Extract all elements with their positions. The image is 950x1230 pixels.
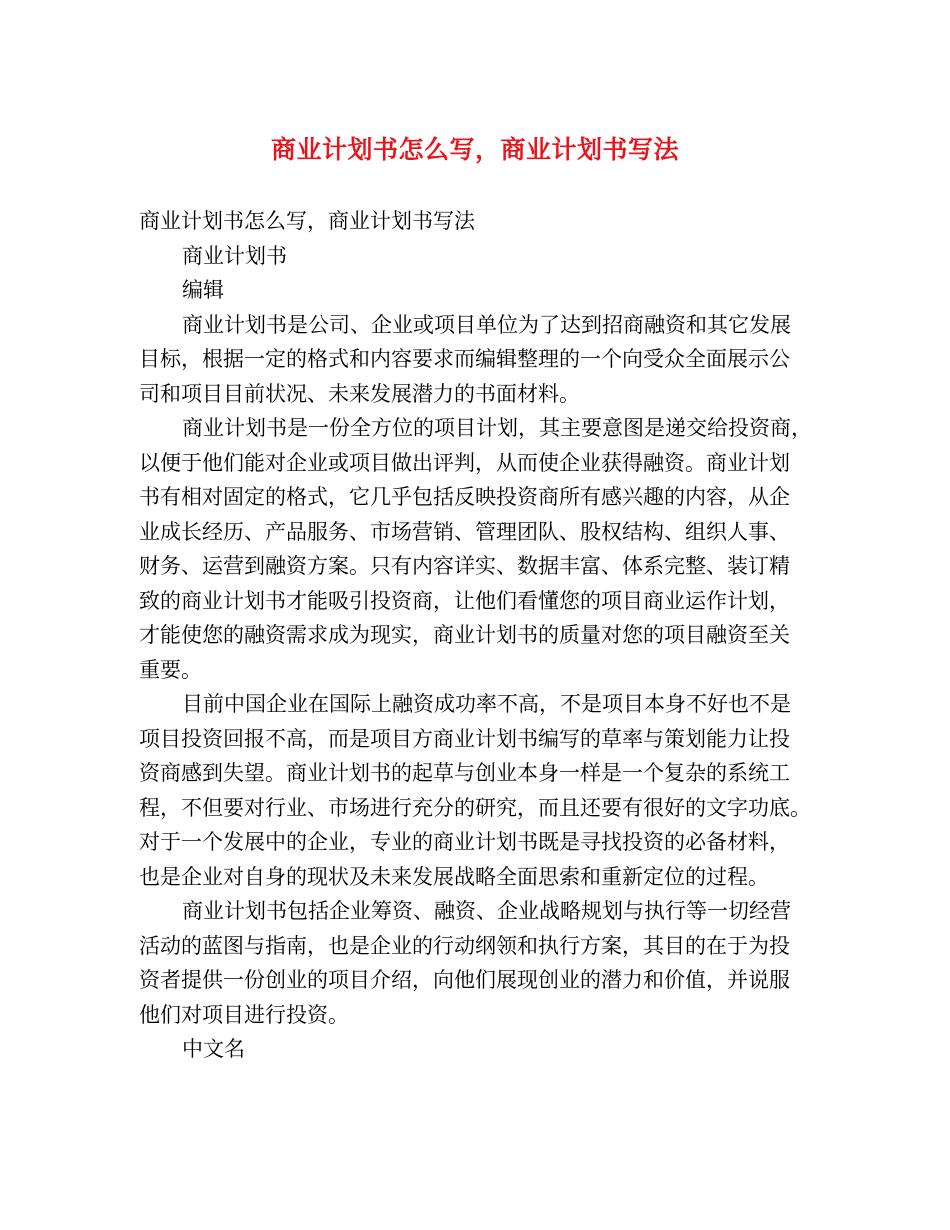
text-line: 编辑	[182, 278, 224, 302]
document-body	[139, 204, 829, 1067]
text-line: 商业计划书是公司、企业或项目单位为了达到招商融资和其它发展	[182, 312, 791, 337]
text-line: 才能使您的融资需求成为现实，商业计划书的质量对您的项目融资至关	[139, 623, 790, 647]
text-line: 资商感到失望。商业计划书的起草与创业本身一样是一个复杂的系统工	[139, 761, 790, 785]
text-line: 目前中国企业在国际上融资成功率不高，不是项目本身不好也不是	[182, 692, 791, 716]
text-line: 商业计划书	[182, 243, 287, 268]
text-line: 对于一个发展中的企业，专业的商业计划书既是寻找投资的必备材料，	[139, 830, 790, 854]
text-line: 商业计划书是一份全方位的项目计划，其主要意图是递交给投资商，	[182, 416, 812, 440]
text-line: 重要。	[139, 657, 202, 682]
text-line: 业成长经历、产品服务、市场营销、管理团队、股权结构、组织人事、	[139, 519, 790, 544]
text-line: 致的商业计划书才能吸引投资商，让他们看懂您的项目商业运作计划，	[139, 588, 790, 613]
text-line: 他们对项目进行投资。	[139, 1002, 349, 1027]
text-line: 中文名	[182, 1037, 245, 1061]
text-line: 也是企业对自身的现状及未来发展战略全面思索和重新定位的过程。	[139, 864, 769, 889]
text-line: 商业计划书怎么写，商业计划书写法	[139, 209, 475, 233]
text-line: 财务、运营到融资方案。只有内容详实、数据丰富、体系完整、装订精	[139, 554, 790, 578]
text-line: 程，不但要对行业、市场进行充分的研究，而且还要有很好的文字功底。	[139, 795, 811, 820]
text-line: 司和项目目前状况、未来发展潜力的书面材料。	[139, 381, 580, 406]
text-line: 活动的蓝图与指南，也是企业的行动纲领和执行方案，其目的在于为投	[139, 933, 790, 958]
text-line: 以便于他们能对企业或项目做出评判，从而使企业获得融资。商业计划	[139, 450, 790, 475]
text-line: 资者提供一份创业的项目介绍，向他们展现创业的潜力和价值，并说服	[139, 968, 790, 992]
text-line: 商业计划书包括企业筹资、融资、企业战略规划与执行等一切经营	[182, 899, 791, 923]
text-line: 目标，根据一定的格式和内容要求而编辑整理的一个向受众全面展示公	[139, 347, 790, 371]
document-title: 商业计划书怎么写，商业计划书写法	[270, 135, 679, 164]
text-line: 项目投资回报不高，而是项目方商业计划书编写的草率与策划能力让投	[139, 726, 790, 751]
text-line: 书有相对固定的格式，它几乎包括反映投资商所有感兴趣的内容，从企	[139, 485, 790, 509]
